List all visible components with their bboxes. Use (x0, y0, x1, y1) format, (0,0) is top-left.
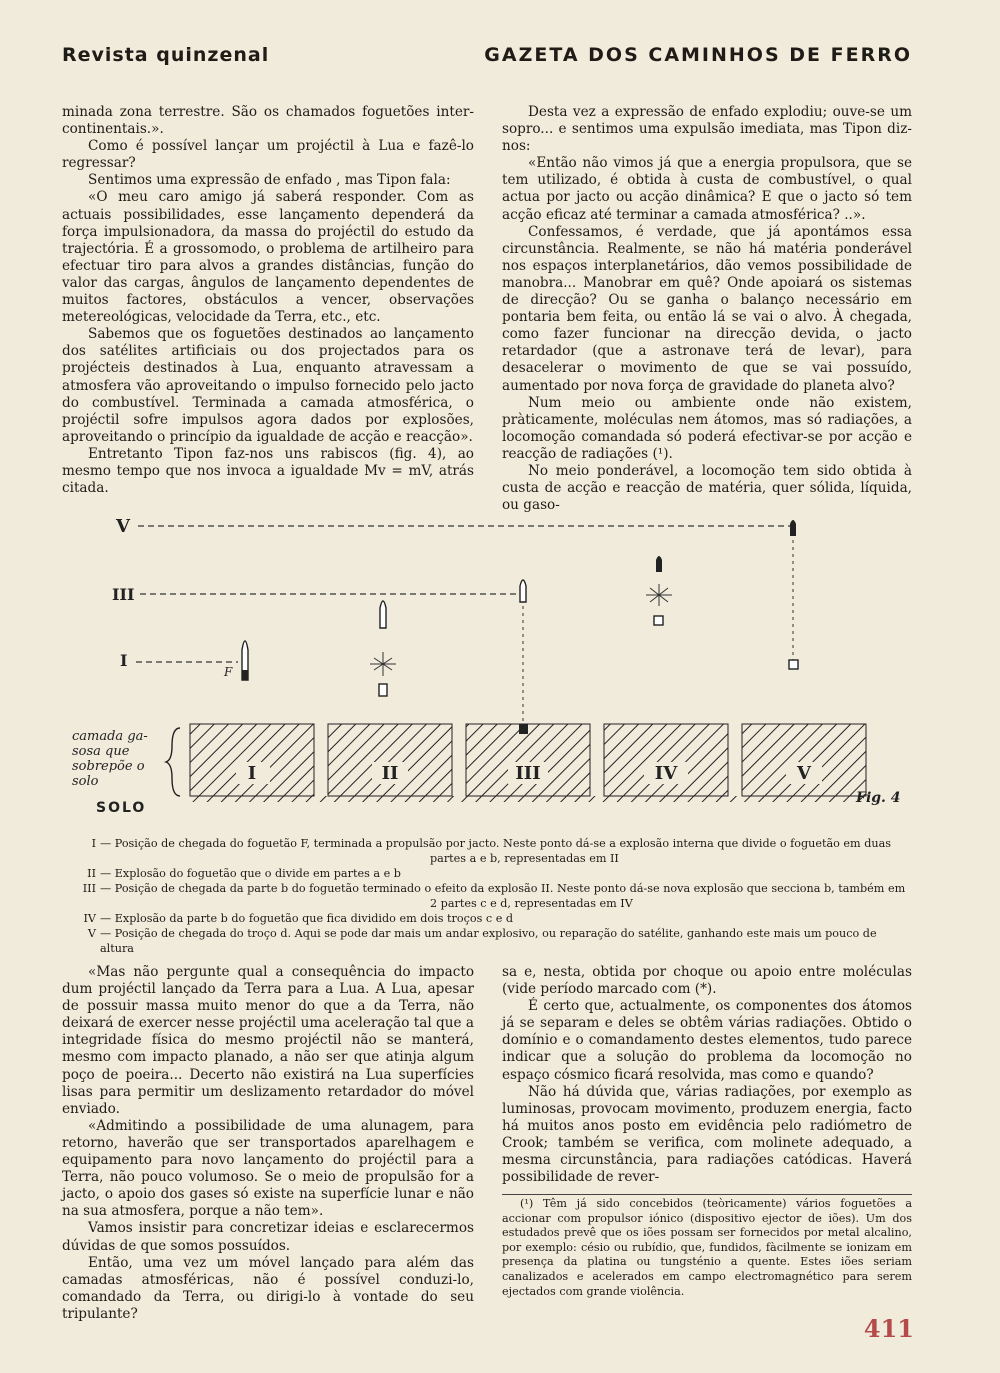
paragraph: «Então não vimos já que a energia propulsora, que se tem utilizado, é obtida à custa de combustível, o qual actua por jacto ou acção dinâmica? E que o jacto só tem acção eficaz até terminar a camada atmosférica? ..». (502, 155, 912, 223)
caption-text: Posição de chegada do foguetão F, terminada a propulsão por jacto. Neste ponto dá-se a explosão interna que divide o foguetão em duas (114, 837, 891, 850)
caption-num: III (82, 882, 96, 895)
caption-num: IV (83, 912, 96, 925)
panel-label-ii: II (381, 763, 399, 784)
column-bottom-right (502, 964, 912, 1186)
panel-label-iii: III (515, 763, 541, 784)
rocket-v-icon (789, 520, 798, 669)
paragraph: «Admitindo a possibilidade de uma alunagem, para retorno, haverão que ser transportados aparelhagem e equipamento para novo lançamento do projéctil para a Terra, não pouco volumoso. Se o meio de propulsão for a jacto, o apoio dos gases só existe na superfície lunar e não na sua atmosfera, porque a não tem». (62, 1117, 474, 1220)
paragraph: Num meio ou ambiente onde não existem, pràticamente, moléculas nem átomos, mas só radiações, a locomoção comandada só poderá efectivar-se por acção e reacção de radiações (¹). (502, 394, 912, 462)
paragraph: Sabemos que os foguetões destinados ao lançamento dos satélites artificiais ou dos projectados para os projécteis destinados à Lua, enquanto atravessam a atmosfera vão aproveitando o impulso fornecido pelo jacto do combustível. Terminada a camada atmosférica, o projéctil sofre impulsos agora dados por explosões, aproveitando o princípio da igualdade de acção e reacção». (62, 326, 474, 445)
explosion-ii-icon (370, 601, 396, 696)
caption-row: IV — Explosão da parte b do foguetão que fica dividido em dois troços c e d (62, 911, 912, 926)
footnote-text: (¹) Têm já sido concebidos (teòricamente) vários foguetões a accionar com propulsor iónico (dispositivo ejector de iões). Um dos estudados prevê que os iões possam ser fornecidos por metal alcalino, por exemplo: césio ou rubídio, que, fundidos, fàcilmente se ionizam em presença da platina ou tungsténio a quente. Estes iões seriam canalizados e acelerados em campo electromagnético para serem ejectados com grande violência. (502, 1197, 912, 1298)
caption-row: III — Posição de chegada da parte b do foguetão terminado o efeito da explosão II. Neste ponto dá-se nova explosão que secciona b, também em 2 partes c e d, representadas em IV (62, 881, 912, 911)
caption-num: V (87, 927, 96, 940)
caption-text: Explosão da parte b do foguetão que fica dividido em dois troços c e d (114, 912, 514, 925)
ground-panels (190, 724, 866, 802)
panel-label-i: I (247, 763, 257, 784)
explosion-iv-icon (646, 556, 672, 625)
ground-label: SOLO (96, 800, 147, 816)
caption-continuation: partes a e b, representadas em II (430, 852, 619, 865)
level-label-i: I (120, 651, 128, 670)
paragraph: Entretanto Tipon faz-nos uns rabiscos (fig. 4), ao mesmo tempo que nos invoca a igualdade Mv = mV, atrás citada. (62, 445, 474, 497)
paragraph: No meio ponderável, a locomoção tem sido obtida à custa de acção e reacção de matéria, quer sólida, líquida, ou gaso- (502, 462, 912, 514)
paragraph: Então, uma vez um móvel lançado para além das camadas atmosféricas, não é possível conduzi-lo, comandado da Terra, ou dirigi-lo à vontade do seu tripulante? (62, 1254, 474, 1322)
paragraph: Não há dúvida que, várias radiações, por exemplo as luminosas, provocam movimento, produzem energia, facto há muitos anos posto em evidência pelo radiómetro de Crook; também se verifica, com molinete adequado, a mesma circunstância, para radiações catódicas. Haverá possibilidade de rever- (502, 1083, 912, 1186)
column-top-left (62, 104, 474, 497)
paragraph: Confessamos, é verdade, que já apontámos essa circunstância. Realmente, se não há matéria ponderável nos espaços interplanetários, dão vemos possibilidade de manobra... Manobrar em quê? Onde apoiará os sistemas de direcção? Ou se ganha o balanço necessário em pontaria bem feita, ou então lá se vai o alvo. À chegada, como fazer funcionar na direcção devida, o jacto retardador (que a astronave terá de levar), para desacelerar o movimento de que se vai possuído, aumentado por nova força de gravidade do planeta alvo? (502, 223, 912, 394)
paragraph: minada zona terrestre. São os chamados foguetões inter-continentais.». (62, 104, 474, 138)
caption-text: Explosão do foguetão que o divide em partes a e b (114, 867, 401, 880)
journal-frequency: Revista quinzenal (62, 44, 270, 66)
column-bottom-left (62, 964, 474, 1323)
caption-text: Posição de chegada do troço d. Aqui se pode dar mais um andar explosivo, ou reparação do satélite, ganhando este mais um pouco de altura (100, 927, 877, 955)
paragraph: «Mas não pergunte qual a consequência do impacto dum projéctil lançado da Terra para a Lua. A Lua, apesar de possuir massa muito menor do que a da Terra, não deixará de exercer nesse projéctil uma aceleração tal que a integridade física do mesmo projéctil não se manterá, mesmo com impacto planado, a não ser que atinja algum poço de poeira... Decerto não existirá na Lua superfícies lisas para permitir um deslizamento retardador do móvel enviado. (62, 964, 474, 1117)
caption-text: Posição de chegada da parte b do foguetão terminado o efeito da explosão II. Neste ponto dá-se nova explosão que secciona b, também em (114, 882, 906, 895)
journal-title: GAZETA DOS CAMINHOS DE FERRO (484, 44, 912, 66)
rocket-label-f: F (224, 665, 233, 679)
paragraph: Como é possível lançar um projéctil à Lua e fazê-lo regressar? (62, 138, 474, 172)
figure-4-diagram (60, 510, 920, 830)
paragraph: «O meu caro amigo já saberá responder. Com as actuais possibilidades, esse lançamento dependerá da força impulsionadora, da massa do projéctil do estudo da trajectória. É a grossomodo, o problema de artilheiro para efectuar tiro para alvos a grandes distâncias, função do valor das cargas, ângulos de lançamento dependentes de muitos factores, obstáculos a vencer, observações metereológicas, velocidade da Terra, etc., etc. (62, 189, 474, 326)
panel-label-iv: IV (654, 763, 678, 784)
level-label-iii: III (112, 585, 135, 604)
caption-continuation: 2 partes c e d, representadas em IV (430, 897, 633, 910)
paragraph: Sentimos uma expressão de enfado , mas Tipon fala: (88, 172, 451, 189)
paragraph: Vamos insistir para concretizar ideias e esclarecermos dúvidas de que somos possuídos. (62, 1220, 474, 1254)
paragraph: sa e, nesta, obtida por choque ou apoio entre moléculas (vide período marcado com (*). (502, 964, 912, 998)
caption-row: II — Explosão do foguetão que o divide em partes a e b (62, 866, 912, 881)
rocket-i-icon (223, 641, 248, 680)
page-number: 411 (863, 1314, 914, 1343)
paragraph: É certo que, actualmente, os componentes dos átomos já se separam e deles se obtêm várias radiações. Obtido o domínio e o comandamento destes elementos, tudo parece indicar que a solução do problema da locomoção no espaço cósmico ficará resolvida, mas como e quando? (502, 998, 912, 1083)
figure-label: Fig. 4 (856, 790, 901, 806)
caption-row: V — Posição de chegada do troço d. Aqui se pode dar mais um andar explosivo, ou reparação do satélite, ganhando este mais um pouco de altura (62, 926, 912, 956)
side-note: camada ga- sosa que sobrepõe o solo (72, 729, 148, 789)
column-top-right (502, 104, 912, 514)
figure-captions (62, 836, 912, 956)
paragraph: Desta vez a expressão de enfado explodiu; ouve-se um sopro... e sentimos uma expulsão imediata, mas Tipon diz-nos: (502, 104, 912, 155)
caption-num: I (91, 837, 96, 850)
caption-row: I — Posição de chegada do foguetão F, terminada a propulsão por jacto. Neste ponto dá-se a explosão interna que divide o foguetão em duas partes a e b, representadas em II (62, 836, 912, 866)
rocket-iii-icon (519, 580, 528, 734)
panel-label-v: V (797, 763, 811, 784)
caption-num: II (87, 867, 96, 880)
level-label-v: V (116, 516, 130, 537)
footnote (502, 1194, 912, 1299)
